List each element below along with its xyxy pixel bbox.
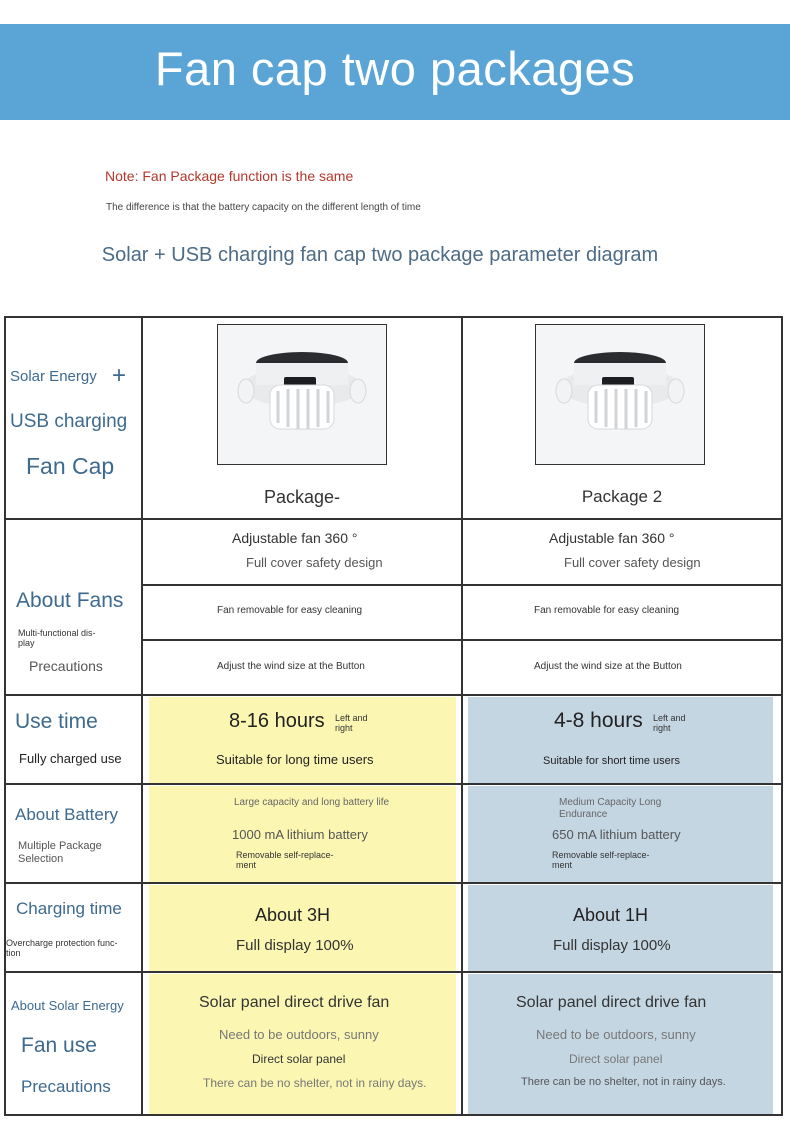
p1-wind-size: Adjust the wind size at the Button xyxy=(217,661,365,672)
p1-battery-capacity: Large capacity and long battery life xyxy=(234,797,390,808)
p1-battery-spec: 1000 mA lithium battery xyxy=(232,827,368,842)
solar-label: About Solar Energy xyxy=(11,998,124,1013)
charging-sub: Overcharge protection func- tion xyxy=(6,938,118,958)
p1-hours: 8-16 hours xyxy=(229,710,325,732)
p2-fan-removable: Fan removable for easy cleaning xyxy=(534,605,680,616)
package-1-name: Package- xyxy=(263,487,341,507)
p2-hours-note: Left and right xyxy=(653,713,686,733)
fan-cap-image xyxy=(218,325,386,464)
page-title: Fan cap two packages xyxy=(154,42,636,95)
header-usb-charging: USB charging xyxy=(10,411,128,432)
solar-precautions-label: Precautions xyxy=(21,1077,111,1096)
header-fan-cap: Fan Cap xyxy=(26,453,115,479)
charging-p2-bg xyxy=(468,885,773,971)
use-time-label: Use time xyxy=(15,710,98,733)
p2-use-desc: Suitable for short time users xyxy=(543,755,680,767)
p1-charge-display: Full display 100% xyxy=(236,937,354,954)
battery-sub: Multiple Package Selection xyxy=(18,840,102,865)
about-fans-label: About Fans xyxy=(16,589,124,612)
p1-solar-l2: Direct solar panel xyxy=(252,1052,346,1066)
p2-solar-l2: Direct solar panel xyxy=(569,1052,663,1066)
note-text: Note: Fan Package function is the same xyxy=(105,168,354,184)
package-1-photo xyxy=(217,324,387,465)
p2-solar-l3: There can be no shelter, not in rainy days. xyxy=(521,1076,726,1088)
p2-safety-design: Full cover safety design xyxy=(564,555,701,570)
package-2-name: Package 2 xyxy=(581,487,663,506)
plus-icon: + xyxy=(112,362,127,389)
p2-battery-removable: Removable self-replace- ment xyxy=(552,850,650,870)
fan-cap-image xyxy=(536,325,704,464)
p2-charge-display: Full display 100% xyxy=(553,937,671,954)
p1-solar-title: Solar panel direct drive fan xyxy=(199,994,390,1011)
p1-hours-note: Left and right xyxy=(335,713,368,733)
battery-label: About Battery xyxy=(15,805,119,824)
p2-wind-size: Adjust the wind size at the Button xyxy=(534,661,682,672)
p1-fan-removable: Fan removable for easy cleaning xyxy=(217,605,363,616)
charging-label: Charging time xyxy=(16,899,122,918)
p1-adjustable-fan: Adjustable fan 360 ° xyxy=(232,530,358,546)
p2-solar-l1: Need to be outdoors, sunny xyxy=(536,1027,696,1042)
p2-charge-time: About 1H xyxy=(573,905,649,925)
header-solar-energy: Solar Energy xyxy=(10,368,97,385)
subnote-text: The difference is that the battery capacity on the different length of time xyxy=(106,202,421,213)
p1-charge-time: About 3H xyxy=(255,905,331,925)
p2-battery-capacity: Medium Capacity Long Endurance xyxy=(559,797,662,820)
diagram-heading: Solar + USB charging fan cap two package parameter diagram xyxy=(101,244,659,266)
use-time-sub: Fully charged use xyxy=(19,751,122,766)
p1-solar-l1: Need to be outdoors, sunny xyxy=(219,1027,379,1042)
charging-p1-bg xyxy=(149,885,456,971)
fans-precautions-label: Precautions xyxy=(29,658,103,674)
p2-hours: 4-8 hours xyxy=(554,709,643,732)
p1-safety-design: Full cover safety design xyxy=(246,555,383,570)
p2-battery-spec: 650 mA lithium battery xyxy=(552,827,681,842)
p1-battery-removable: Removable self-replace- ment xyxy=(236,850,334,870)
p2-adjustable-fan: Adjustable fan 360 ° xyxy=(549,530,675,546)
package-2-photo xyxy=(535,324,705,465)
p1-solar-l3: There can be no shelter, not in rainy days. xyxy=(203,1076,427,1090)
fan-use-label: Fan use xyxy=(21,1034,97,1057)
fans-sub-label: Multi-functional dis- play xyxy=(18,628,96,648)
p1-use-desc: Suitable for long time users xyxy=(216,752,374,767)
p2-solar-title: Solar panel direct drive fan xyxy=(516,994,707,1011)
